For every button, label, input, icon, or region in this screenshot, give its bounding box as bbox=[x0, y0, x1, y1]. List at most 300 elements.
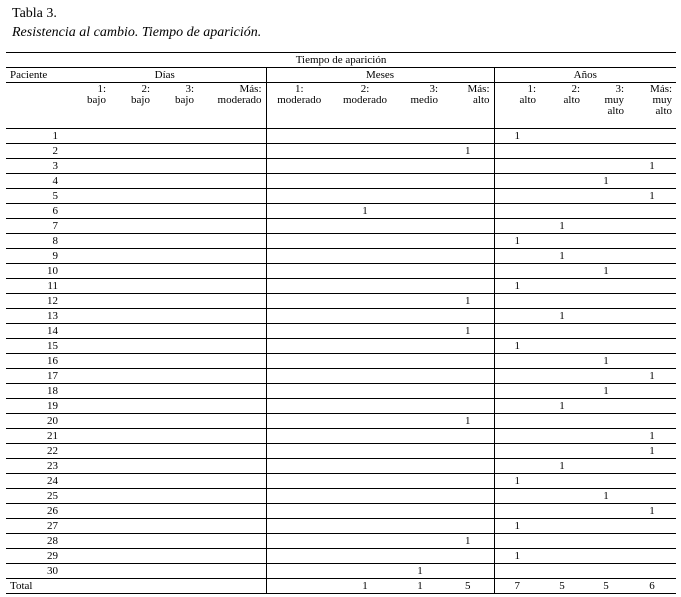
table-cell bbox=[332, 489, 398, 504]
table-cell bbox=[398, 129, 442, 144]
table-cell bbox=[110, 129, 154, 144]
table-cell bbox=[64, 189, 110, 204]
column-header-line: 2: bbox=[571, 83, 580, 95]
table-cell bbox=[154, 549, 198, 564]
patient-number: 29 bbox=[6, 549, 64, 564]
table-cell bbox=[110, 189, 154, 204]
table-cell bbox=[332, 384, 398, 399]
table-cell: 1 bbox=[442, 294, 494, 309]
table-cell bbox=[198, 414, 266, 429]
table-cell bbox=[154, 219, 198, 234]
table-cell bbox=[442, 519, 494, 534]
column-header-line: 2: bbox=[141, 83, 150, 95]
table-cell bbox=[110, 414, 154, 429]
table-cell bbox=[628, 384, 676, 399]
table-cell: 1 bbox=[628, 189, 676, 204]
table-cell bbox=[332, 279, 398, 294]
table-cell bbox=[398, 414, 442, 429]
table-cell bbox=[110, 249, 154, 264]
table-cell bbox=[628, 219, 676, 234]
total-cell: 1 bbox=[398, 579, 442, 594]
table-cell bbox=[442, 399, 494, 414]
table-cell bbox=[198, 234, 266, 249]
table-cell bbox=[64, 279, 110, 294]
table-cell: 1 bbox=[540, 219, 584, 234]
column-header-line: bajo bbox=[87, 94, 106, 106]
table-cell bbox=[332, 294, 398, 309]
table-cell bbox=[628, 294, 676, 309]
table-cell bbox=[398, 474, 442, 489]
column-header-line: alto bbox=[655, 105, 673, 117]
table-cell bbox=[584, 444, 628, 459]
table-cell bbox=[110, 489, 154, 504]
table-cell bbox=[442, 504, 494, 519]
table-cell bbox=[332, 354, 398, 369]
column-header-line: bajo bbox=[131, 94, 150, 106]
table-cell bbox=[332, 504, 398, 519]
table-cell bbox=[398, 399, 442, 414]
table-cell bbox=[494, 444, 540, 459]
patient-number: 4 bbox=[6, 174, 64, 189]
table-cell: 1 bbox=[584, 384, 628, 399]
table-cell bbox=[332, 339, 398, 354]
table-cell bbox=[110, 174, 154, 189]
column-header-line: muy bbox=[652, 94, 673, 106]
table-cell bbox=[540, 159, 584, 174]
table-cell bbox=[266, 144, 332, 159]
patient-number: 18 bbox=[6, 384, 64, 399]
table-cell bbox=[584, 534, 628, 549]
column-header bbox=[628, 83, 676, 129]
column-header-line: 3: bbox=[429, 83, 438, 95]
table-cell bbox=[540, 549, 584, 564]
table-cell bbox=[398, 519, 442, 534]
patient-number: 16 bbox=[6, 354, 64, 369]
table-cell bbox=[266, 564, 332, 579]
table-cell bbox=[494, 369, 540, 384]
table-cell bbox=[442, 474, 494, 489]
table-cell bbox=[64, 249, 110, 264]
table-cell bbox=[64, 324, 110, 339]
table-cell: 1 bbox=[494, 474, 540, 489]
table-title: Resistencia al cambio. Tiempo de aparición. bbox=[12, 25, 262, 40]
table-cell bbox=[628, 489, 676, 504]
table-cell bbox=[64, 384, 110, 399]
patient-number: 17 bbox=[6, 369, 64, 384]
table-cell bbox=[266, 534, 332, 549]
table-cell bbox=[266, 324, 332, 339]
column-header-line: 1: bbox=[294, 83, 304, 95]
table-cell bbox=[266, 459, 332, 474]
table-cell bbox=[332, 249, 398, 264]
column-header bbox=[494, 83, 540, 129]
blank-header-cell bbox=[6, 83, 64, 129]
table-cell: 1 bbox=[494, 129, 540, 144]
table-cell bbox=[110, 309, 154, 324]
table-cell bbox=[540, 384, 584, 399]
table-cell bbox=[494, 309, 540, 324]
table-cell bbox=[332, 549, 398, 564]
total-row bbox=[6, 579, 676, 594]
table-cell bbox=[110, 534, 154, 549]
table-cell: 1 bbox=[494, 234, 540, 249]
table-cell bbox=[540, 294, 584, 309]
table-cell bbox=[154, 279, 198, 294]
table-cell bbox=[494, 189, 540, 204]
table-cell bbox=[198, 309, 266, 324]
table-cell bbox=[398, 159, 442, 174]
table-cell bbox=[198, 459, 266, 474]
column-header bbox=[110, 83, 154, 129]
table-cell bbox=[64, 294, 110, 309]
table-cell bbox=[584, 459, 628, 474]
table-cell: 1 bbox=[332, 204, 398, 219]
table-row bbox=[6, 354, 676, 369]
table-cell bbox=[154, 369, 198, 384]
table-cell bbox=[628, 564, 676, 579]
column-header-line: Más: bbox=[467, 83, 490, 95]
column-header-line: 3: bbox=[185, 83, 194, 95]
total-cell: 5 bbox=[540, 579, 584, 594]
table-cell: 1 bbox=[540, 399, 584, 414]
table-cell bbox=[154, 324, 198, 339]
table-cell bbox=[442, 369, 494, 384]
table-cell bbox=[628, 129, 676, 144]
table-cell bbox=[266, 129, 332, 144]
table-cell bbox=[266, 504, 332, 519]
table-cell: 1 bbox=[628, 159, 676, 174]
table-cell bbox=[198, 369, 266, 384]
table-row bbox=[6, 444, 676, 459]
table-cell bbox=[110, 459, 154, 474]
table-cell bbox=[198, 384, 266, 399]
column-header-line: Más: bbox=[650, 83, 673, 95]
table-cell bbox=[266, 429, 332, 444]
column-header-line: 3: bbox=[615, 83, 624, 95]
table-cell bbox=[64, 174, 110, 189]
table-cell bbox=[198, 249, 266, 264]
patient-number: 28 bbox=[6, 534, 64, 549]
table-cell bbox=[398, 234, 442, 249]
table-row bbox=[6, 339, 676, 354]
table-cell bbox=[64, 429, 110, 444]
table-cell bbox=[540, 129, 584, 144]
table-row bbox=[6, 159, 676, 174]
table-cell bbox=[64, 519, 110, 534]
table-row bbox=[6, 474, 676, 489]
table-cell bbox=[154, 354, 198, 369]
table-cell bbox=[266, 339, 332, 354]
table-cell bbox=[442, 189, 494, 204]
table-cell: 1 bbox=[494, 519, 540, 534]
patient-number: 20 bbox=[6, 414, 64, 429]
patient-number: 2 bbox=[6, 144, 64, 159]
table-cell bbox=[398, 429, 442, 444]
table-cell bbox=[540, 519, 584, 534]
table-cell bbox=[154, 564, 198, 579]
group-header-anos: Años bbox=[494, 68, 676, 83]
column-header bbox=[198, 83, 266, 129]
table-cell bbox=[442, 249, 494, 264]
total-cell: 1 bbox=[332, 579, 398, 594]
patient-number: 12 bbox=[6, 294, 64, 309]
table-row bbox=[6, 219, 676, 234]
table-cell bbox=[628, 204, 676, 219]
table-cell bbox=[198, 399, 266, 414]
table-cell bbox=[494, 249, 540, 264]
table-cell bbox=[154, 144, 198, 159]
table-cell bbox=[154, 174, 198, 189]
table-cell bbox=[628, 474, 676, 489]
table-cell bbox=[442, 564, 494, 579]
table-cell bbox=[398, 144, 442, 159]
table-cell bbox=[540, 204, 584, 219]
table-cell bbox=[110, 354, 154, 369]
table-cell bbox=[110, 294, 154, 309]
table-cell bbox=[154, 264, 198, 279]
table-cell: 1 bbox=[442, 414, 494, 429]
table-cell bbox=[442, 234, 494, 249]
table-row bbox=[6, 264, 676, 279]
table-cell bbox=[584, 129, 628, 144]
table-cell bbox=[154, 249, 198, 264]
table-cell bbox=[584, 429, 628, 444]
table-cell bbox=[398, 384, 442, 399]
table-cell bbox=[154, 204, 198, 219]
table-cell bbox=[266, 219, 332, 234]
table-row bbox=[6, 369, 676, 384]
column-header-line: muy bbox=[604, 94, 624, 106]
table-cell bbox=[628, 324, 676, 339]
table-cell bbox=[332, 264, 398, 279]
table-cell bbox=[628, 399, 676, 414]
table-cell bbox=[398, 264, 442, 279]
table-row bbox=[6, 519, 676, 534]
table-cell bbox=[154, 444, 198, 459]
table-cell bbox=[584, 189, 628, 204]
table-cell bbox=[332, 444, 398, 459]
table-cell: 1 bbox=[494, 339, 540, 354]
table-cell bbox=[64, 144, 110, 159]
total-cell: 6 bbox=[628, 579, 676, 594]
table-cell bbox=[154, 309, 198, 324]
total-label: Total bbox=[6, 579, 64, 594]
table-cell bbox=[494, 429, 540, 444]
patient-number: 26 bbox=[6, 504, 64, 519]
column-header bbox=[154, 83, 198, 129]
patient-number: 22 bbox=[6, 444, 64, 459]
table-cell: 1 bbox=[628, 429, 676, 444]
table-cell bbox=[64, 129, 110, 144]
patient-number: 23 bbox=[6, 459, 64, 474]
table-cell bbox=[198, 159, 266, 174]
table-cell bbox=[584, 504, 628, 519]
table-cell bbox=[198, 564, 266, 579]
table-cell bbox=[584, 474, 628, 489]
table-cell bbox=[584, 204, 628, 219]
table-cell bbox=[540, 189, 584, 204]
table-row bbox=[6, 279, 676, 294]
table-cell bbox=[64, 549, 110, 564]
patient-number: 19 bbox=[6, 399, 64, 414]
table-cell bbox=[266, 549, 332, 564]
table-cell bbox=[64, 309, 110, 324]
table-cell bbox=[584, 219, 628, 234]
table-cell bbox=[398, 354, 442, 369]
table-cell bbox=[628, 144, 676, 159]
table-cell bbox=[110, 549, 154, 564]
table-cell bbox=[540, 264, 584, 279]
table-cell bbox=[494, 489, 540, 504]
table-cell bbox=[584, 159, 628, 174]
table-cell bbox=[64, 159, 110, 174]
column-header-line: 1: bbox=[97, 83, 106, 95]
table-cell bbox=[540, 174, 584, 189]
table-cell bbox=[332, 189, 398, 204]
table-cell bbox=[398, 339, 442, 354]
top-header: Tiempo de aparición bbox=[6, 53, 676, 68]
table-cell bbox=[154, 519, 198, 534]
table-cell bbox=[154, 234, 198, 249]
table-cell bbox=[198, 204, 266, 219]
table-cell bbox=[332, 564, 398, 579]
table-cell bbox=[154, 159, 198, 174]
column-header-line: Más: bbox=[239, 83, 262, 95]
table-cell bbox=[332, 429, 398, 444]
table-cell: 1 bbox=[540, 309, 584, 324]
table-cell bbox=[198, 444, 266, 459]
table-cell bbox=[198, 144, 266, 159]
table-cell bbox=[64, 354, 110, 369]
table-cell bbox=[198, 129, 266, 144]
table-cell bbox=[494, 414, 540, 429]
table-cell bbox=[332, 324, 398, 339]
table-cell bbox=[266, 399, 332, 414]
table-cell bbox=[154, 399, 198, 414]
table-cell bbox=[64, 564, 110, 579]
table-cell bbox=[540, 369, 584, 384]
table-cell bbox=[332, 234, 398, 249]
table-cell bbox=[628, 534, 676, 549]
column-header bbox=[332, 83, 398, 129]
table-cell bbox=[64, 339, 110, 354]
table-cell bbox=[398, 459, 442, 474]
table-cell bbox=[442, 549, 494, 564]
total-cell bbox=[64, 579, 110, 594]
table-cell bbox=[398, 279, 442, 294]
column-header-line: 2: bbox=[360, 83, 370, 95]
table-cell bbox=[584, 309, 628, 324]
table-cell bbox=[110, 234, 154, 249]
table-cell bbox=[398, 534, 442, 549]
table-cell bbox=[154, 474, 198, 489]
table-cell bbox=[494, 504, 540, 519]
table-cell bbox=[110, 384, 154, 399]
table-cell bbox=[198, 339, 266, 354]
group-header-dias: Días bbox=[64, 68, 266, 83]
table-row bbox=[6, 189, 676, 204]
table-cell bbox=[398, 174, 442, 189]
table-cell bbox=[442, 459, 494, 474]
table-cell bbox=[110, 504, 154, 519]
table-cell bbox=[64, 369, 110, 384]
table-cell bbox=[332, 219, 398, 234]
column-header-line: alto bbox=[519, 94, 536, 106]
table-cell bbox=[154, 489, 198, 504]
table-cell bbox=[332, 474, 398, 489]
table-cell bbox=[628, 339, 676, 354]
total-cell bbox=[110, 579, 154, 594]
table-cell bbox=[442, 339, 494, 354]
table-cell bbox=[494, 564, 540, 579]
table-cell: 1 bbox=[540, 459, 584, 474]
table-cell bbox=[442, 174, 494, 189]
table-cell bbox=[584, 339, 628, 354]
table-row bbox=[6, 324, 676, 339]
table-cell bbox=[110, 324, 154, 339]
table-cell bbox=[64, 219, 110, 234]
table-cell bbox=[398, 444, 442, 459]
column-header-line: alto bbox=[607, 105, 624, 117]
table-row bbox=[6, 549, 676, 564]
table-cell bbox=[64, 234, 110, 249]
patient-number: 6 bbox=[6, 204, 64, 219]
table-cell bbox=[442, 309, 494, 324]
table-cell bbox=[494, 534, 540, 549]
patient-number: 15 bbox=[6, 339, 64, 354]
table-cell bbox=[628, 354, 676, 369]
table-row bbox=[6, 234, 676, 249]
table-cell bbox=[266, 204, 332, 219]
table-cell bbox=[540, 444, 584, 459]
table-cell bbox=[198, 429, 266, 444]
table-cell bbox=[110, 159, 154, 174]
table-row bbox=[6, 174, 676, 189]
table-cell bbox=[266, 279, 332, 294]
patient-number: 8 bbox=[6, 234, 64, 249]
table-cell bbox=[266, 354, 332, 369]
table-row bbox=[6, 294, 676, 309]
column-header-line: moderado bbox=[217, 94, 262, 106]
table-cell bbox=[198, 174, 266, 189]
table-cell bbox=[628, 549, 676, 564]
table-cell bbox=[198, 294, 266, 309]
table-row bbox=[6, 309, 676, 324]
table-cell bbox=[398, 369, 442, 384]
table-row bbox=[6, 129, 676, 144]
table-cell bbox=[64, 459, 110, 474]
column-header bbox=[398, 83, 442, 129]
table-cell bbox=[628, 174, 676, 189]
table-cell bbox=[110, 474, 154, 489]
table-cell bbox=[628, 249, 676, 264]
table-cell bbox=[266, 234, 332, 249]
patient-header: Paciente bbox=[6, 68, 64, 83]
patient-number: 7 bbox=[6, 219, 64, 234]
total-cell: 5 bbox=[584, 579, 628, 594]
table-cell bbox=[494, 384, 540, 399]
table-cell bbox=[494, 159, 540, 174]
table-row bbox=[6, 249, 676, 264]
table-cell bbox=[110, 444, 154, 459]
table-cell: 1 bbox=[628, 369, 676, 384]
table-cell: 1 bbox=[442, 534, 494, 549]
table-cell bbox=[442, 384, 494, 399]
column-header-line: bajo bbox=[175, 94, 194, 106]
table-cell bbox=[628, 279, 676, 294]
group-header-meses: Meses bbox=[266, 68, 494, 83]
table-cell bbox=[398, 294, 442, 309]
